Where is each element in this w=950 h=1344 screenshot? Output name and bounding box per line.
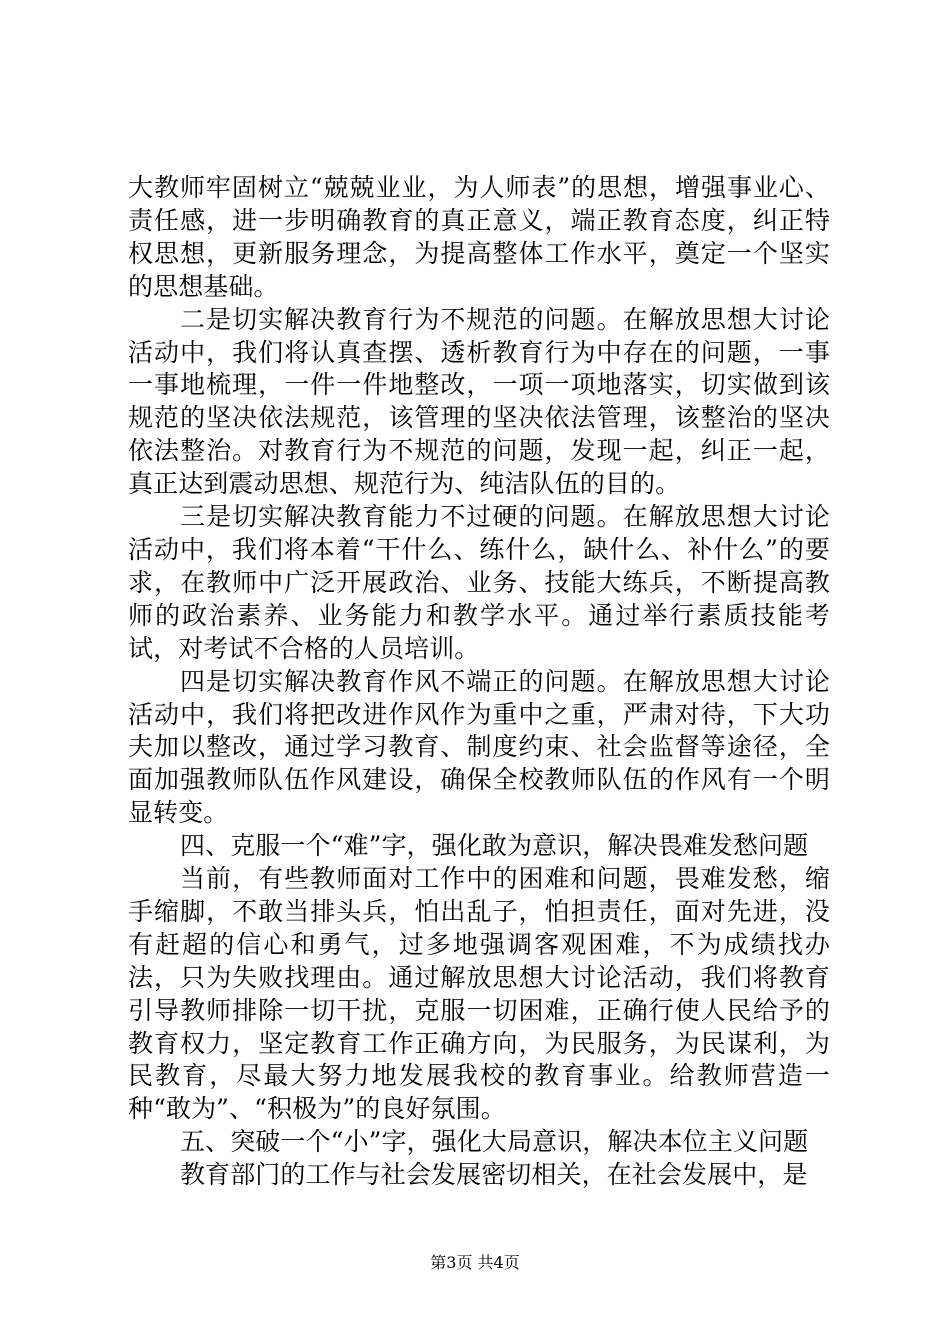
paragraph-point-four: 四是切实解决教育作风不端正的问题。在解放思想大讨论活动中，我们将把改进作风作为重中之重，严肃对待，下大功夫加以整改，通过学习教育、制度约束、社会监督等途径，全面加强教师队伍作风建设，确保全校教师队伍的作风有一个明显转变。	[128, 666, 830, 828]
section-heading-five: 五、突破一个“小”字，强化大局意识，解决本位主义问题	[180, 1127, 809, 1157]
section-heading-four: 四、克服一个“难”字，强化敢为意识，解决畏难发愁问题	[180, 831, 809, 861]
paragraph-point-two: 二是切实解决教育行为不规范的问题。在解放思想大讨论活动中，我们将认真查摆、透析教育行为中存在的问题，一事一事地梳理，一件一件地整改，一项一项地落实，切实做到该规范的坚决依法规范，该管理的坚决依法管理，该整治的坚决依法整治。对教育行为不规范的问题，发现一起，纠正一起，真正达到震动思想、规范行为、纯洁队伍的目的。	[128, 304, 830, 499]
paragraph-point-three: 三是切实解决教育能力不过硬的问题。在解放思想大讨论活动中，我们将本着“干什么、练什么，缺什么、补什么”的要求，在教师中广泛开展政治、业务、技能大练兵，不断提高教师的政治素养、业务能力和教学水平。通过举行素质技能考试，对考试不合格的人员培训。	[128, 502, 830, 663]
paragraph-continuation: 大教师牢固树立“兢兢业业，为人师表”的思想，增强事业心、责任感，进一步明确教育的真正意义，端正教育态度，纠正特权思想，更新服务理念，为提高整体工作水平，奠定一个坚实的思想基础。	[128, 173, 830, 301]
document-body	[128, 172, 830, 1192]
paragraph-section-five-body: 教育部门的工作与社会发展密切相关，在社会发展中，是	[180, 1160, 808, 1190]
page-number-footer: 第3页 共4页	[430, 1253, 520, 1272]
paragraph-section-four-body: 当前，有些教师面对工作中的困难和问题，畏难发愁，缩手缩脚，不敢当排头兵，怕出乱子，怕担责任，面对先进，没有赶超的信心和勇气，过多地强调客观困难，不为成绩找办法，只为失败找理由。通过解放思想大讨论活动，我们将教育引导教师排除一切干扰，克服一切困难，正确行使人民给予的教育权力，坚定教育工作正确方向，为民服务，为民谋利，为民教育，尽最大努力地发展我校的教育事业。给教师营造一种“敢为”、“积极为”的良好氛围。	[128, 864, 830, 1124]
